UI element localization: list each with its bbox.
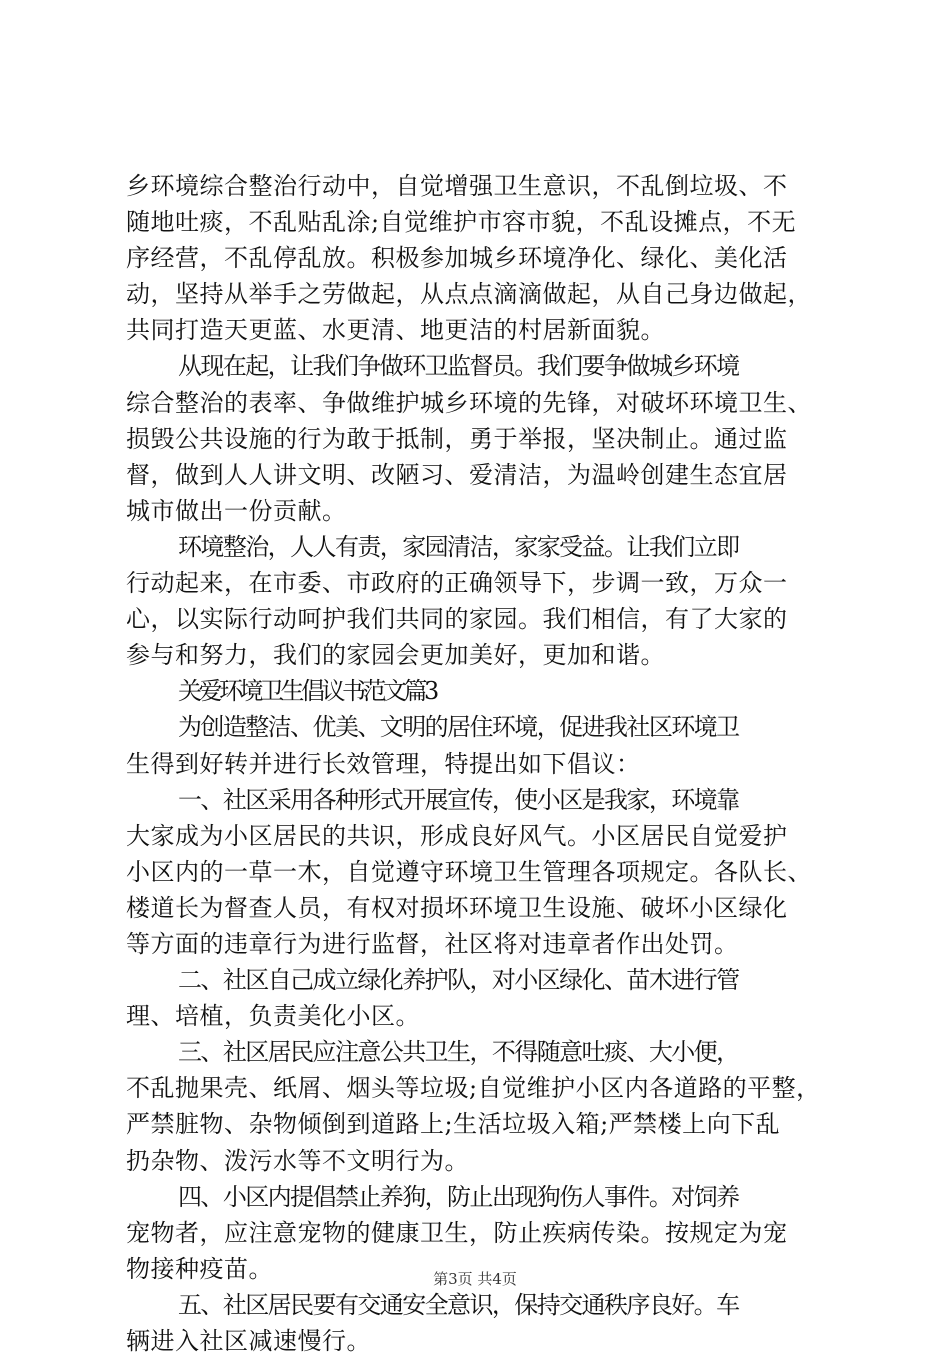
document-body: [126, 168, 836, 1359]
text-line: 物接种疫苗。: [126, 1254, 273, 1283]
text-line: 督，做到人人讲文明、改陋习、爱清洁，为温岭创建生态宜居: [126, 460, 788, 489]
text-line: 四、小区内提倡禁止养狗，防止出现狗伤人事件。对饲养: [178, 1182, 739, 1211]
text-line: 乡环境综合整治行动中，自觉增强卫生意识，不乱倒垃圾、不: [126, 172, 788, 200]
text-line: 动，坚持从举手之劳做起，从点点滴滴做起，从自己身边做起，: [126, 280, 812, 309]
text-line: 共同打造天更蓝、水更清、地更洁的村居新面貌。: [126, 316, 665, 345]
text-line: 等方面的违章行为进行监督，社区将对违章者作出处罚。: [126, 929, 739, 958]
text-line: 辆进入社区减速慢行。: [126, 1327, 371, 1355]
text-line: 严禁脏物、杂物倾倒到道路上;生活垃圾入箱;严禁楼上向下乱: [126, 1110, 781, 1139]
text-line: 心，以实际行动呵护我们共同的家园。我们相信，有了大家的: [126, 605, 788, 634]
text-line: 不乱抛果壳、纸屑、烟头等垃圾;自觉维护小区内各道路的平整，: [126, 1074, 821, 1103]
text-line: 二、社区自己成立绿化养护队，对小区绿化、苗木进行管: [178, 966, 739, 995]
page-footer: 第3页 共4页: [433, 1270, 517, 1288]
text-line: 随地吐痰，不乱贴乱涂;自觉维护市容市貌，不乱设摊点，不无: [126, 208, 797, 237]
text-line: 小区内的一草一木，自觉遵守环境卫生管理各项规定。各队长、: [126, 857, 812, 886]
text-line: 五、社区居民要有交通安全意识，保持交通秩序良好。车: [178, 1290, 739, 1319]
text-line: 关爱环境卫生倡议书范文篇3: [178, 677, 436, 706]
text-line: 楼道长为督查人员，有权对损坏环境卫生设施、破坏小区绿化: [126, 893, 788, 922]
text-line: 扔杂物、泼污水等不文明行为。: [126, 1146, 469, 1175]
text-line: 大家成为小区居民的共识，形成良好风气。小区居民自觉爱护: [126, 821, 788, 850]
text-line: 行动起来，在市委、市政府的正确领导下，步调一致，万众一: [126, 569, 788, 598]
text-line: 为创造整洁、优美、文明的居住环境，促进我社区环境卫: [178, 713, 739, 742]
text-line: 一、社区采用各种形式开展宣传，使小区是我家，环境靠: [178, 785, 739, 814]
text-line: 宠物者，应注意宠物的健康卫生，防止疾病传染。按规定为宠: [126, 1218, 788, 1247]
text-line: 城市做出一份贡献。: [126, 496, 347, 525]
text-line: 损毁公共设施的行为敢于抵制，勇于举报，坚决制止。通过监: [126, 424, 788, 453]
text-line: 三、社区居民应注意公共卫生，不得随意吐痰、大小便，: [178, 1038, 739, 1067]
text-line: 综合整治的表率、争做维护城乡环境的先锋，对破坏环境卫生、: [126, 388, 812, 417]
text-line: 序经营，不乱停乱放。积极参加城乡环境净化、绿化、美化活: [126, 244, 788, 273]
text-line: 从现在起，让我们争做环卫监督员。我们要争做城乡环境: [178, 352, 739, 381]
text-line: 生得到好转并进行长效管理，特提出如下倡议：: [126, 749, 641, 778]
text-line: 理、培植，负责美化小区。: [126, 1002, 420, 1031]
text-line: 参与和努力，我们的家园会更加美好，更加和谐。: [126, 641, 665, 670]
text-line: 环境整治，人人有责，家园清洁，家家受益。让我们立即: [178, 532, 739, 561]
